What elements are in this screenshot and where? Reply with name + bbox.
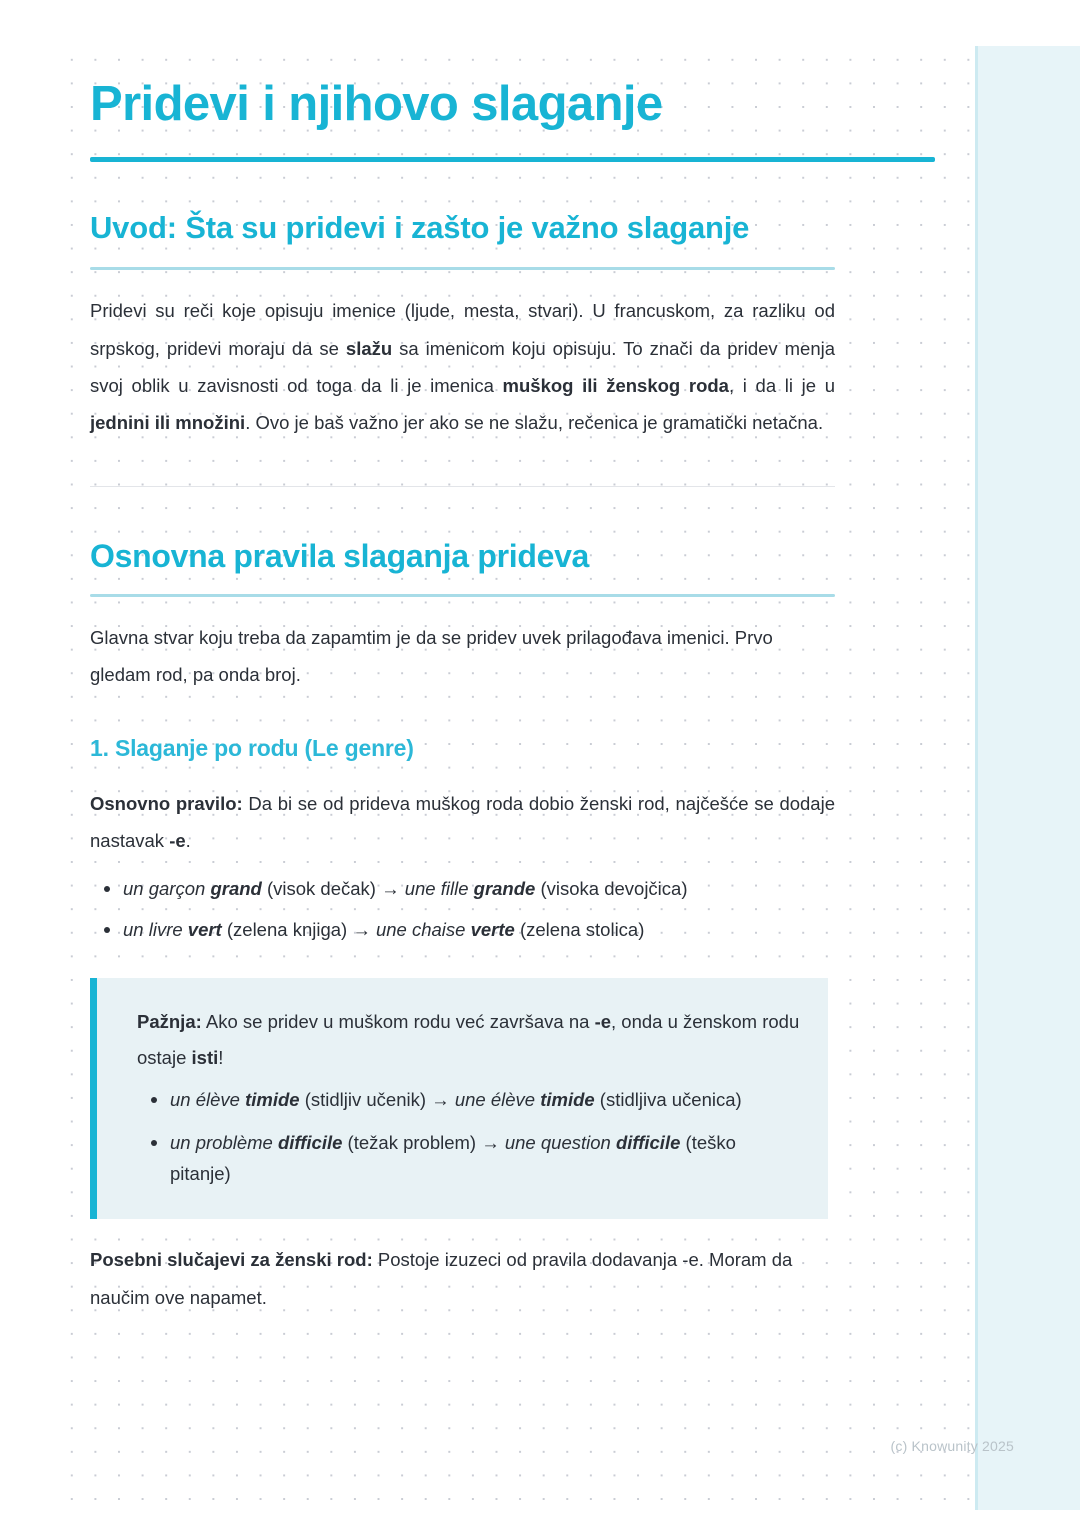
list-item: un problème difficile (težak problem) → une question difficile (teško pitanje): [137, 1127, 800, 1189]
list-item: un livre vert (zelena knjiga) → une chaise verte (zelena stolica): [90, 914, 835, 946]
subsection-heading-gender: 1. Slaganje po rodu (Le genre): [90, 734, 414, 761]
footer-watermark: (c) Knowunity 2025: [890, 1438, 1014, 1454]
intro-paragraph: Pridevi su reči koje opisuju imenice (ljude, mesta, stvari). U francuskom, za razliku od srpskog, pridevi moraju da se slažu sa imenicom koju opisuju. To znači da pridev menja svoj oblik u zavisnosti od toga da li je imenica muškog ili ženskog roda, i da li je u jednini ili množini. Ovo je baš važno jer ako se ne slažu, rečenica je gramatički netačna.: [90, 300, 836, 434]
list-item: un garçon grand (visok dečak) → une fille grande (visoka devojčica): [90, 873, 835, 905]
callout-text: Pažnja: Ako se pridev u muškom rodu već završava na -e, onda u ženskom rodu ostaje isti!: [137, 1010, 800, 1068]
document-content: [90, 78, 835, 1316]
attention-callout: [90, 978, 828, 1219]
page-right-margin-strip: [975, 46, 1080, 1510]
list-item: un élève timide (stidljiv učenik) → une élève timide (stidljiva učenica): [137, 1084, 800, 1115]
callout-examples-list: [137, 1076, 800, 1189]
section-heading-intro: Uvod: Šta su pridevi i zašto je važno slaganje: [90, 209, 750, 245]
gender-examples-list: [90, 859, 835, 946]
section-heading-rules: Osnovna pravila slaganja prideva: [90, 537, 590, 574]
special-cases-paragraph: Posebni slučajevi za ženski rod: Postoje izuzeci od pravila dodavanja -e. Moram da naučim ove napamet.: [90, 1249, 793, 1308]
gender-rule-paragraph: Osnovno pravilo: Da bi se od prideva muškog roda dobio ženski rod, najčešće se dodaje nastavak -e.: [90, 792, 835, 851]
page-top-margin: [0, 0, 1080, 46]
page-left-margin: [0, 0, 56, 1528]
page-bottom-margin: [0, 1510, 1080, 1528]
page-title: Pridevi i njihovo slaganje: [90, 77, 663, 131]
rules-paragraph: Glavna stvar koju treba da zapamtim je da se pridev uvek prilagođava imenici. Prvo gledam rod, pa onda broj.: [90, 627, 773, 686]
